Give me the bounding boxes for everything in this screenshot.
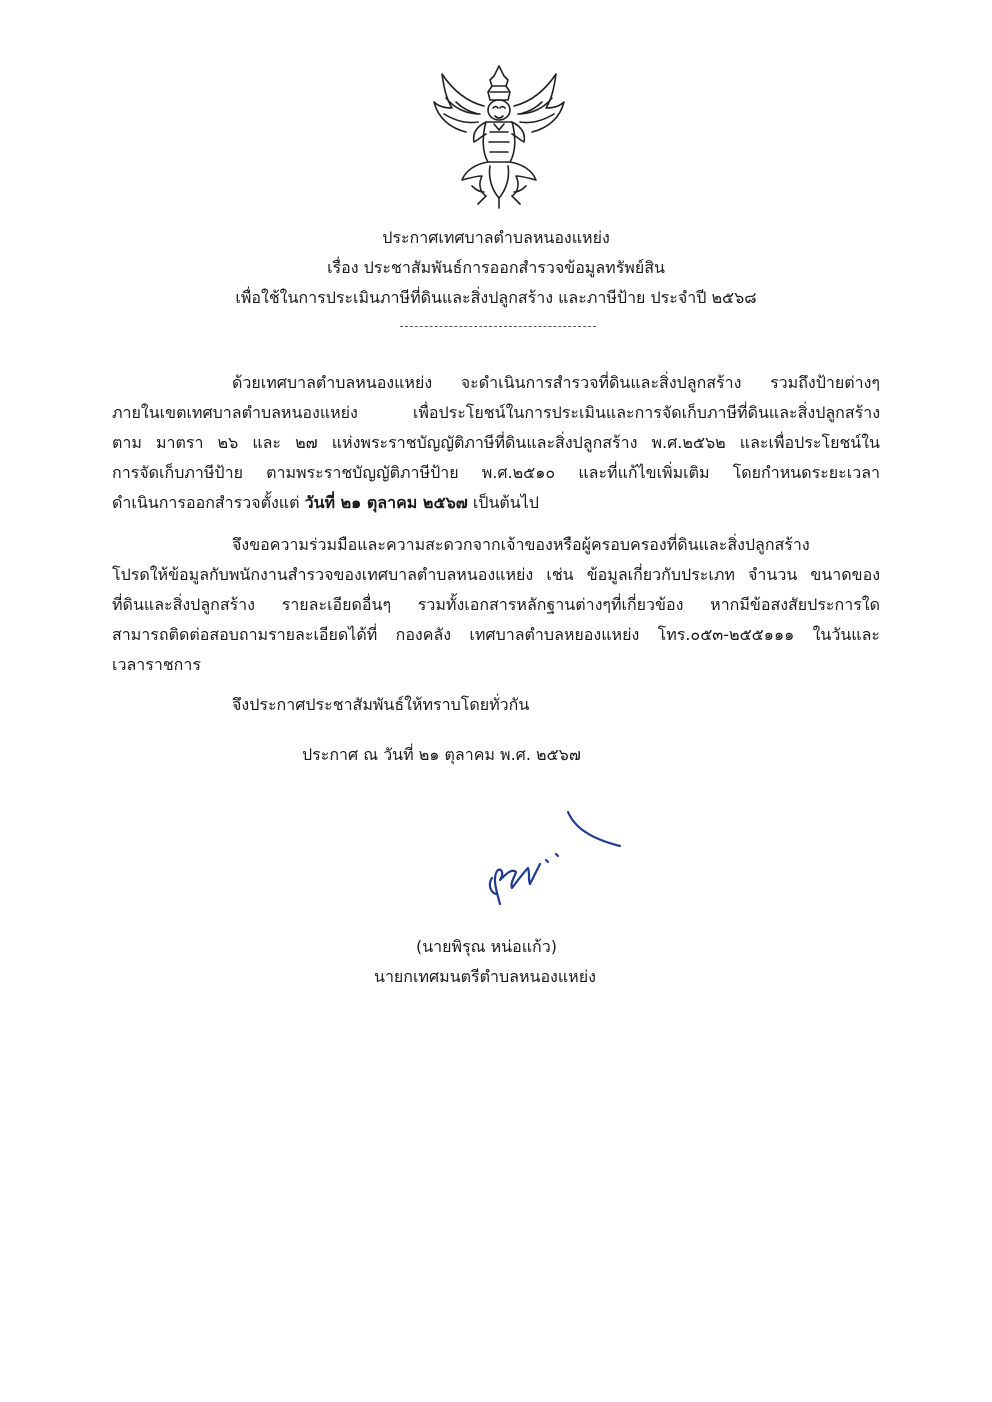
paragraph1-line5-start: ดำเนินการออกสำรวจตั้งแต่	[112, 493, 305, 512]
paragraph1-line3: ตาม มาตรา ๒๖ และ ๒๗ แห่งพระราชบัญญัติภาษีที่ดินและสิ่งปลูกสร้าง พ.ศ.๒๕๖๒ และเพื่อประโยชน์ใน	[112, 433, 880, 452]
announcement-subject: เรื่อง ประชาสัมพันธ์การออกสำรวจข้อมูลทรัพย์สิน	[327, 258, 665, 277]
paragraph1-line5-end: เป็นต้นไป	[467, 493, 539, 512]
paragraph2-line5: เวลาราชการ	[112, 655, 201, 674]
signatory-name: (นายพิรุณ หน่อแก้ว)	[416, 937, 557, 956]
signatory-position: นายกเทศมนตรีตำบลหนองแหย่ง	[374, 967, 596, 986]
survey-start-date: วันที่ ๒๑ ตุลาคม ๒๕๖๗	[304, 493, 468, 512]
signature-icon	[470, 808, 640, 918]
paragraph2-line3: ที่ดินและสิ่งปลูกสร้าง รายละเอียดอื่นๆ รวมทั้งเอกสารหลักฐานต่างๆที่เกี่ยวข้อง หากมีข้อสงสัยประการใด	[112, 595, 880, 614]
paragraph1-line4: การจัดเก็บภาษีป้าย ตามพระราชบัญญัติภาษีป้าย พ.ศ.๒๕๑๐ และที่แก้ไขเพิ่มเติม โดยกำหนดระยะเวลา	[112, 463, 880, 482]
garuda-emblem-icon	[432, 62, 566, 210]
paragraph2-line4: สามารถติดต่อสอบถามรายละเอียดได้ที่ กองคลัง เทศบาลตำบลหยองแหย่ง โทร.๐๕๓-๒๕๕๑๑๑ ในวันและ	[112, 625, 880, 644]
closing-statement: จึงประกาศประชาสัมพันธ์ให้ทราบโดยทั่วกัน	[232, 695, 530, 714]
header-divider	[400, 326, 596, 327]
paragraph2-line2: โปรดให้ข้อมูลกับพนักงานสำรวจของเทศบาลตำบลหนองแหย่ง เช่น ข้อมูลเกี่ยวกับประเภท จำนวน ขนาดของ	[112, 565, 880, 584]
paragraph1-line5	[112, 491, 880, 515]
announcement-date: ประกาศ ณ วันที่ ๒๑ ตุลาคม พ.ศ. ๒๕๖๗	[302, 745, 581, 764]
paragraph1-line2: ภายในเขตเทศบาลตำบลหนองแหย่ง เพื่อประโยชน์ในการประเมินและการจัดเก็บภาษีที่ดินและสิ่งปลูกสร้าง	[112, 403, 880, 422]
paragraph2-line1: จึงขอความร่วมมือและความสะดวกจากเจ้าของหรือผู้ครอบครองที่ดินและสิ่งปลูกสร้าง	[232, 535, 810, 554]
announcement-title: ประกาศเทศบาลตำบลหนองแหย่ง	[382, 228, 610, 247]
announcement-purpose: เพื่อใช้ในการประเมินภาษีที่ดินและสิ่งปลูกสร้าง และภาษีป้าย ประจำปี ๒๕๖๘	[235, 288, 757, 307]
paragraph1-line1: ด้วยเทศบาลตำบลหนองแหย่ง จะดำเนินการสำรวจที่ดินและสิ่งปลูกสร้าง รวมถึงป้ายต่างๆ	[232, 373, 880, 392]
